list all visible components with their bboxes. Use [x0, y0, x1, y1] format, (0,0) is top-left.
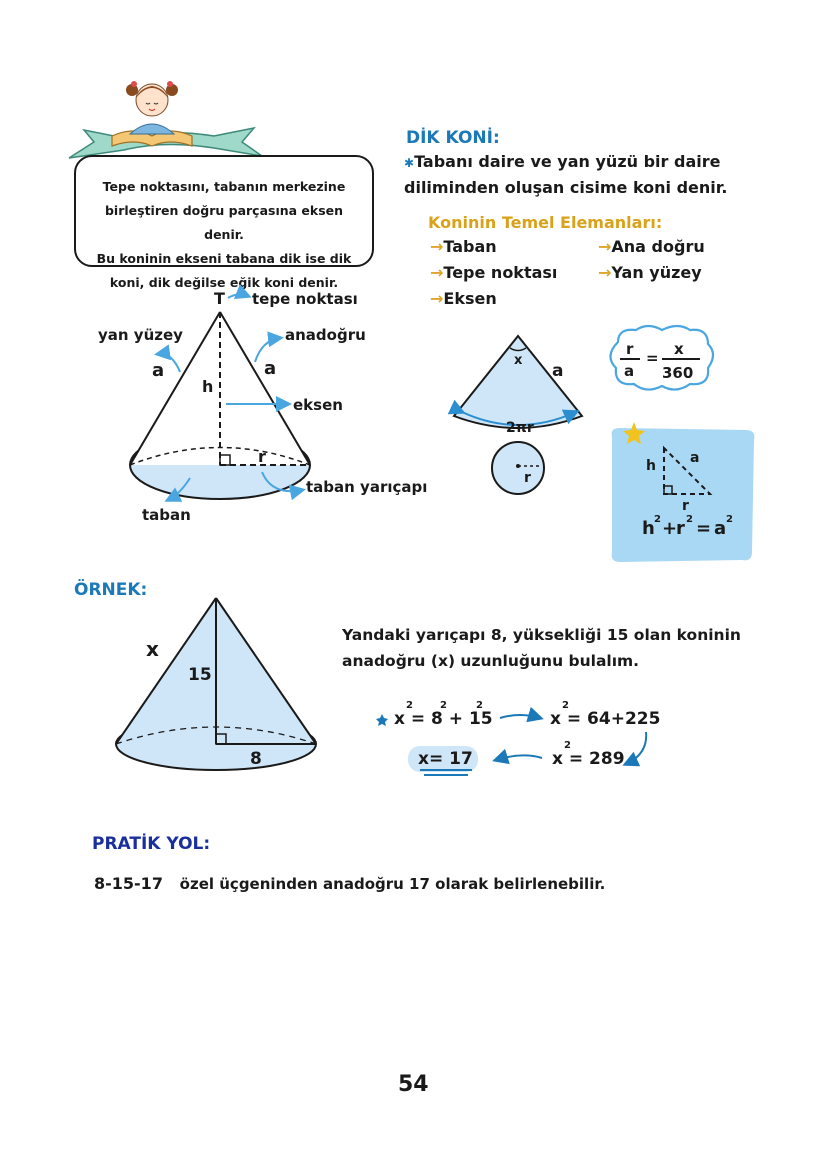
slant-label: anadoğru	[285, 326, 366, 344]
shortcut-title: PRATİK YOL:	[92, 834, 211, 854]
element-label: Taban	[443, 237, 497, 256]
slant-a-right: a	[264, 358, 277, 379]
example-radius: 8	[250, 749, 262, 769]
eq3: x = 289	[552, 749, 625, 769]
definition-line-1	[404, 152, 720, 171]
card-h: h	[646, 458, 656, 474]
intro-note-line: koni, dik değilse eğik koni denir.	[109, 275, 339, 290]
example-height: 15	[188, 665, 212, 685]
net-slant: a	[552, 361, 564, 381]
element-label: Yan yüzey	[611, 263, 702, 282]
lateral-label: yan yüzey	[98, 326, 183, 344]
eq1-exp: 2	[476, 700, 483, 711]
ratio-formula-cloud	[604, 322, 718, 396]
card-formula-a: a	[714, 518, 727, 539]
example-x-label: x	[146, 637, 159, 661]
card-formula-exp: 2	[686, 514, 693, 525]
example-text-line-1: Yandaki yarıçapı 8, yüksekliği 15 olan koninin	[342, 626, 741, 644]
card-formula-r: r	[676, 518, 685, 539]
definition-line-2: diliminden oluşan cisime koni denir.	[404, 178, 728, 197]
pythagoras-card	[606, 422, 758, 566]
intro-note	[74, 155, 374, 290]
ratio-num-right: x	[674, 340, 684, 358]
radius-letter: r	[258, 447, 266, 466]
intro-note-line: birleştiren doğru parçasına eksen denir.	[104, 203, 344, 242]
example-title: ÖRNEK:	[74, 580, 148, 600]
apex-letter: T	[214, 289, 225, 308]
element-item-eksen	[430, 289, 497, 308]
example-cone	[104, 590, 324, 780]
element-label: Tepe noktası	[443, 263, 558, 282]
ratio-den-right: 360	[662, 364, 694, 382]
shortcut-line	[94, 874, 605, 893]
axis-label: eksen	[293, 396, 343, 414]
arrow-icon: →	[430, 237, 444, 256]
shortcut-text: özel üçgeninden anadoğru 17 olarak belirlenebilir.	[179, 875, 606, 893]
definition-title: DİK KONİ:	[406, 128, 500, 148]
ratio-den-left: a	[624, 362, 635, 380]
reading-girl-illustration	[64, 70, 264, 165]
cone-net-diagram	[448, 328, 598, 498]
card-a: a	[690, 450, 700, 466]
bullet-star-icon	[376, 714, 388, 726]
card-r: r	[682, 498, 689, 514]
card-formula-exp: 2	[654, 514, 661, 525]
arrow-icon: →	[430, 289, 444, 308]
eq3-exp: 2	[564, 740, 571, 751]
apex-label: tepe noktası	[252, 290, 358, 308]
radius-label: taban yarıçapı	[306, 478, 428, 496]
arrow-icon: →	[430, 263, 444, 282]
ratio-num-left: r	[626, 340, 634, 358]
height-label: h	[202, 377, 214, 396]
slant-a-left: a	[152, 360, 165, 381]
arrow-icon: →	[598, 237, 612, 256]
element-label: Ana doğru	[611, 237, 705, 256]
element-item-tepe-noktasi	[430, 263, 557, 282]
net-arc: 2πr	[506, 420, 534, 436]
elements-title: Koninin Temel Elemanları:	[428, 213, 663, 232]
bullet-star-icon: ✱	[404, 156, 415, 170]
card-formula-eq: =	[696, 518, 712, 539]
eq2: x = 64+225	[550, 709, 661, 729]
definition-text-1: Tabanı daire ve yan yüzü bir daire	[414, 152, 721, 171]
net-radius: r	[524, 470, 531, 486]
eq1-exp: 2	[440, 700, 447, 711]
element-item-ana-dogru	[598, 237, 705, 256]
arrow-icon: →	[598, 263, 612, 282]
eq1-exp: 2	[406, 700, 413, 711]
element-item-yan-yuzey	[598, 263, 702, 282]
shortcut-numbers: 8-15-17	[94, 874, 163, 893]
base-label: taban	[142, 506, 191, 524]
example-solution	[372, 692, 672, 782]
intro-note-line: Bu koninin ekseni tabana dik ise dik	[96, 251, 352, 266]
cone-diagram	[80, 282, 440, 532]
answer: x= 17	[418, 749, 473, 769]
ratio-eq: =	[646, 349, 659, 367]
page-number: 54	[398, 1072, 429, 1097]
card-formula-h: h	[642, 518, 655, 539]
net-angle: x	[514, 353, 523, 368]
element-item-taban	[430, 237, 497, 256]
example-text-line-2: anadoğru (x) uzunluğunu bulalım.	[342, 652, 640, 670]
card-formula-exp: 2	[726, 514, 733, 525]
eq1: x = 8 + 15	[394, 709, 493, 729]
card-formula-plus: +	[662, 518, 678, 539]
eq2-exp: 2	[562, 700, 569, 711]
intro-note-line: Tepe noktasını, tabanın merkezine	[102, 179, 346, 194]
element-label: Eksen	[443, 289, 497, 308]
